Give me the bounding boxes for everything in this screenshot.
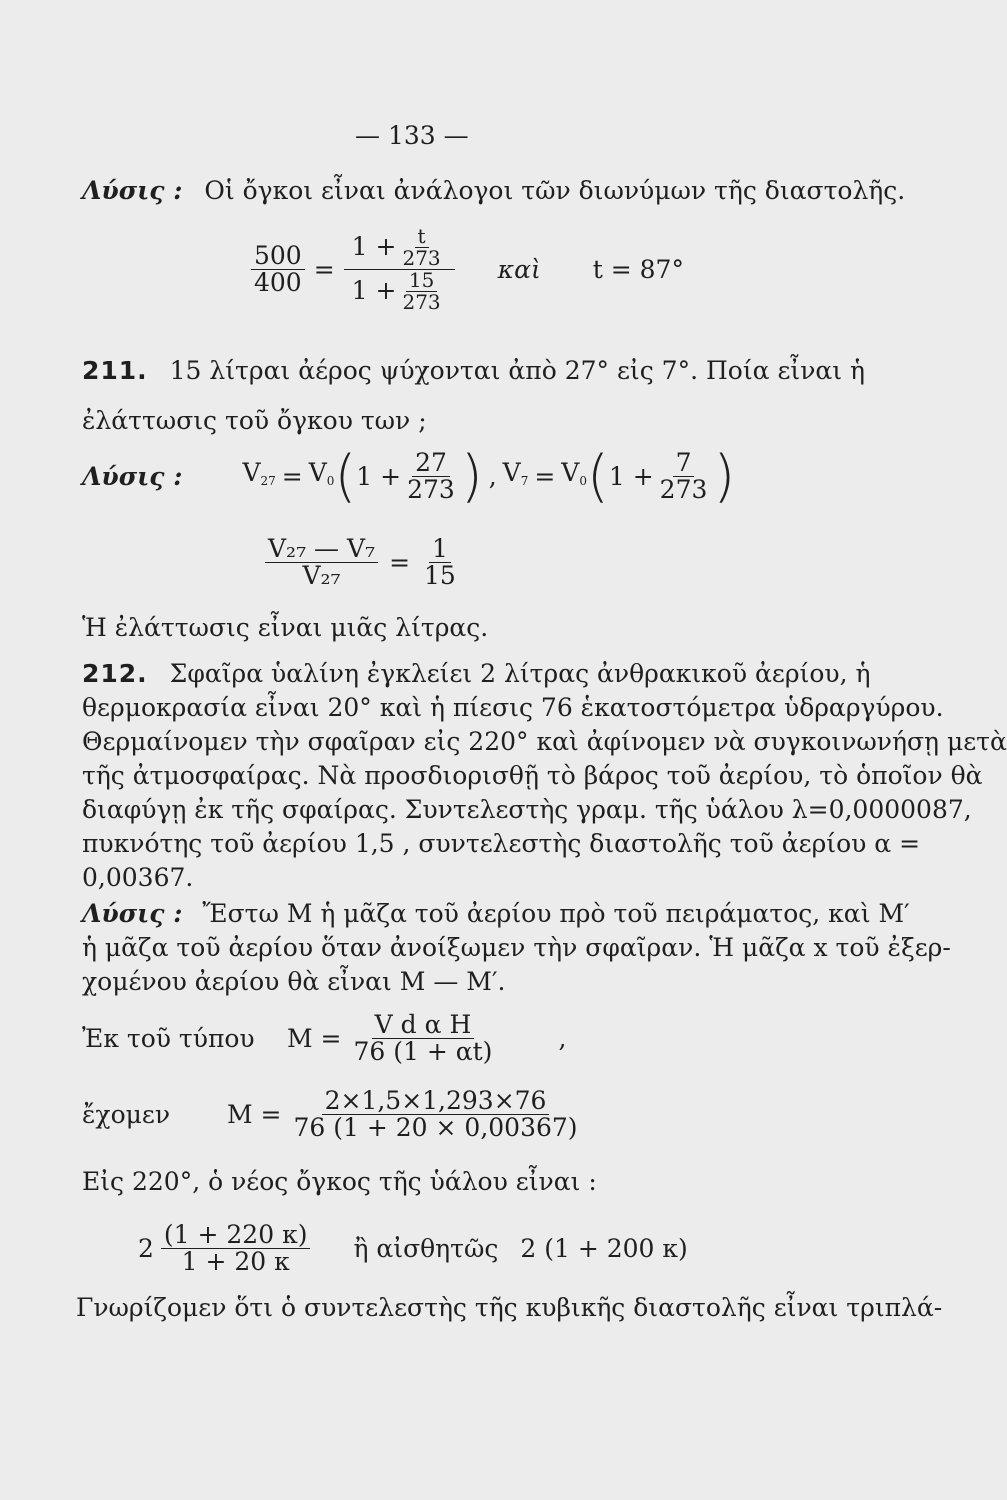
problem-text: Θερμαίνομεν τὴν σφαῖραν εἰς 220° καὶ ἀφίνομεν νὰ συγκοινωνήσῃ μετὰ	[82, 727, 1007, 756]
page-number: — 133 —	[355, 121, 469, 150]
equation-ratio: $\frac{500}{400}$ = 1 + $\frac{t}{273}$ 1 + $\frac{15}{273}$ καὶ t = 87°	[248, 226, 684, 313]
problem-number: 211.	[82, 356, 148, 385]
equation-glass-volume: 2 $\frac{(1 + 220 \kappa)}{1 + 20 \kappa}$ ἢ αἰσθητῶς 2 (1 + 200 κ)	[138, 1220, 688, 1277]
binomial-fraction: 1 + $\frac{t}{273}$ 1 + $\frac{15}{273}$	[344, 226, 455, 313]
problem-text: ἐλάττωσις τοῦ ὄγκου των ;	[82, 406, 427, 435]
solution-line: Λύσις : Ἔστω Μ ἡ μᾶζα τοῦ ἀερίου πρὸ τοῦ πειράματος, καὶ Μ′	[82, 899, 910, 928]
problem-text: θερμοκρασία εἶναι 20° καὶ ἡ πίεσις 76 ἑκατοστόμετρα ὑδραργύρου.	[82, 693, 944, 722]
problem-text: πυκνότης τοῦ ἀερίου 1,5 , συντελεστὴς διαστολῆς τοῦ ἀερίου α =	[82, 829, 921, 858]
solution-label: Λύσις :	[82, 899, 183, 928]
problem-212: 212. Σφαῖρα ὑαλίνη ἐγκλείει 2 λίτρας ἀνθρακικοῦ ἀερίου, ἡ	[82, 659, 871, 688]
conclusion-211: Ἡ ἐλάττωσις εἶναι μιᾶς λίτρας.	[82, 613, 489, 642]
text-220: Εἰς 220°, ὁ νέος ὄγκος τῆς ὑάλου εἶναι :	[82, 1167, 597, 1196]
ratio-fraction: $\frac{500}{400}$	[251, 243, 305, 297]
equation-volumes: Λύσις : $V_{27}$ = $V_0$ ( 1 + $\frac{27}{273}$ ) , $V_7$ = $V_0$ ( 1 + $\frac{7}{273}$ )	[82, 443, 736, 509]
equation-reduction: $\frac{\text{V₂₇ — V₇}}{\text{V₂₇}}$ = $\frac{1}{15}$	[262, 536, 462, 590]
equation-mass-value: ἔχομεν Μ = $\frac{2\times 1,5\times 1,293\times 76}{76 (1 + 20 \times 0,00367)}$	[82, 1086, 578, 1143]
problem-text: 0,00367.	[82, 863, 194, 892]
solution-line	[82, 175, 905, 207]
solution-text: ἡ μᾶζα τοῦ ἀερίου ὅταν ἀνοίξωμεν τὴν σφαῖραν. Ἡ μᾶζα x τοῦ ἐξερ-	[82, 933, 951, 962]
last-line: Γνωρίζομεν ὅτι ὁ συντελεστὴς τῆς κυβικῆς διαστολῆς εἶναι τριπλά-	[76, 1293, 943, 1322]
problem-text: τῆς ἀτμοσφαίρας. Νὰ προσδιορισθῇ τὸ βάρος τοῦ ἀερίου, τὸ ὁποῖον θὰ	[82, 761, 983, 790]
solution-label: Λύσις :	[82, 176, 183, 205]
equation-mass-formula: Ἐκ τοῦ τύπου Μ = $\frac{\text{V d α H}}{76 (1 + \alpha t)}$ ,	[82, 1010, 567, 1067]
solution-text: χομένου ἀερίου θὰ εἶναι Μ — Μ′.	[82, 967, 506, 996]
result-value: t = 87°	[592, 254, 684, 284]
solution-text: Οἱ ὄγκοι εἶναι ἀνάλογοι τῶν διωνύμων τῆς διαστολῆς.	[204, 176, 906, 205]
problem-number: 212.	[82, 659, 148, 688]
problem-text: διαφύγῃ ἐκ τῆς σφαίρας. Συντελεστὴς γραμ. τῆς ὑάλου λ=0,0000087,	[82, 795, 972, 824]
problem-211: 211. 15 λίτραι ἀέρος ψύχονται ἀπὸ 27° εἰς 7°. Ποία εἶναι ἡ	[82, 356, 866, 385]
